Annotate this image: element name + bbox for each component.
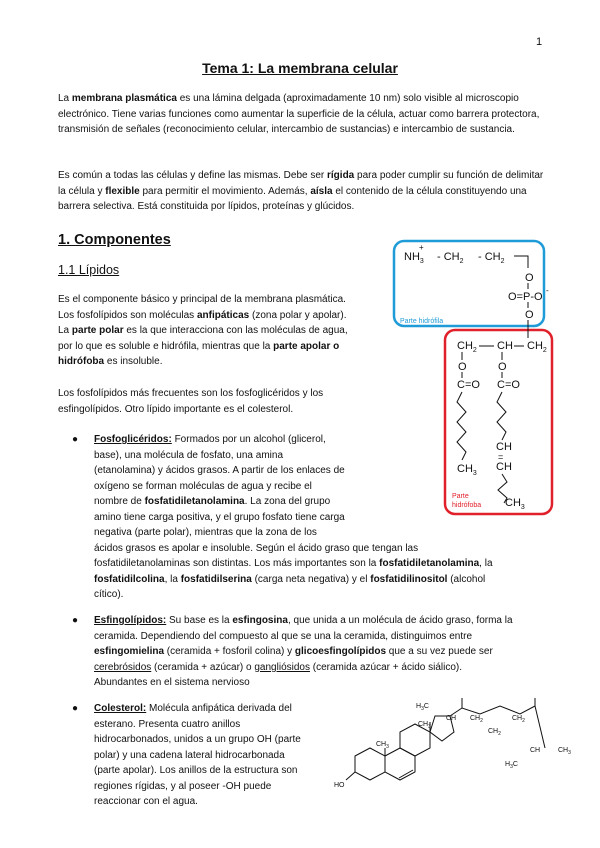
bullet-line: polar) y una cadena lateral hidrocarbonada: [94, 749, 285, 761]
page-title: Tema 1: La membrana celular: [202, 60, 398, 76]
methyl-group: $CH_3$: [505, 497, 525, 511]
carbonyl-group: C=O: [457, 379, 480, 391]
alkene-carbon: CH: [496, 441, 512, 453]
bullet-line: fosfatidilcolina, la fosfatidilserina (carga neta negativa) y el fosfatidilinositol (alcohol: [94, 573, 486, 585]
oxygen-atom: O: [525, 272, 534, 284]
bullet-line: regiones rígidas, y al poseer -OH puede: [94, 780, 272, 792]
bond-line: [535, 706, 545, 748]
intro-paragraph-1: La membrana plasmática es una lámina delgada (aproximadamente 10 nm) solo visible al microscopio electrónico. Tiene varias funciones como aumentar la superficie de la célula, actuar como barrera protectora, transmisión de señales (reconocimiento celular, intercambio de sustancias) e intercambio de sustancia.: [58, 93, 540, 135]
hydroxyl-label: HO: [334, 782, 345, 789]
subsection-heading-lipidos: 1.1 Lípidos: [58, 263, 120, 277]
bullet-line: ceramida. Dependiendo del compuesto al que se una la ceramida, distinguimos entre: [94, 630, 473, 642]
bullet-line: amino tiene carga positiva, y el grupo fosfato tiene carga: [94, 511, 345, 523]
methylene-group: - $CH_2$: [478, 251, 505, 265]
oxygen-atom: O: [458, 361, 467, 373]
side-chain: [450, 706, 535, 716]
methylene-label: $CH_2$: [512, 715, 525, 724]
intro-paragraph-2: Es común a todas las células y define las mismas. Debe ser rígida para poder cumplir su función de delimitar la célula y flexible para permitir el movimiento. Además, aísla el contenido de la célula constituyendo una barrera selectiva. Está constituida por lípidos, proteínas y glúcidos.: [58, 170, 544, 212]
methylene-label: $CH_2$: [488, 728, 501, 737]
methyl-label: $CH_3$: [558, 747, 571, 756]
lipids-paragraph-2: Los fosfolípidos más frecuentes son los fosfoglicéridos y los esfingolípidos. Otro lípido importante es el colesterol.: [58, 388, 324, 415]
glycerol-carbon: $CH_2$: [527, 340, 547, 354]
bullet-line: hidrocarbonados, unidos a un grupo OH (parte: [94, 734, 301, 745]
oxygen-atom: O: [498, 361, 507, 373]
phosphate-group: O=P-O: [508, 291, 543, 303]
methyl-label: $CH_3$: [418, 721, 431, 730]
bullet-line: esfingomielina (ceramida + fosforil colina) y glicoesfingolípidos que a su vez puede ser: [94, 646, 493, 657]
ring-b: [385, 748, 415, 780]
polar-region-label: Parte hidrófila: [400, 318, 444, 325]
bullet-dot: ●: [72, 615, 79, 626]
bullet-line: (parte apolar). Los anillos de la estructura son: [94, 765, 298, 776]
bullet-line: reaccionar con el agua.: [94, 796, 198, 807]
term-colesterol: Colesterol:: [94, 703, 147, 714]
amine-group: $NH_3$: [404, 251, 424, 265]
bullet-line: fosfatidiletanolaminas son distintas. Los más importantes son la fosfatidiletanolamina, la: [94, 558, 493, 569]
carbonyl-group: C=O: [497, 379, 520, 391]
methyl-label: $H_3C$: [505, 761, 518, 770]
double-bond: =: [498, 452, 504, 462]
bullet-dot: ●: [72, 434, 79, 445]
bullet-dot: ●: [72, 703, 79, 714]
glycerol-carbon: $CH_2$: [457, 340, 477, 354]
bond-line: [346, 772, 355, 780]
apolar-region-label: Parte: [452, 493, 469, 500]
bullet-line: Colesterol: Molécula anfipática derivada del: [94, 703, 292, 714]
glycerol-carbon: CH: [497, 340, 513, 352]
apolar-region-label: hidrófoba: [452, 502, 482, 509]
alkene-carbon: CH: [496, 461, 512, 473]
methyl-group: $CH_3$: [457, 463, 477, 477]
section-heading-componentes: 1. Componentes: [58, 232, 171, 248]
bullet-line: base), una molécula de fosfato, una amina: [94, 449, 284, 461]
ring-c: [400, 724, 430, 756]
bullet-line: negativa (parte polar), mientras que la zona de los: [94, 527, 317, 538]
methylene-label: $CH_2$: [470, 715, 483, 724]
methine-label: CH: [530, 747, 541, 754]
bullet-line: esterano. Presenta cuatro anillos: [94, 718, 241, 730]
ring-a: [355, 748, 385, 780]
bullet-line: Abundantes en el sistema nervioso: [94, 677, 250, 688]
negative-charge: -: [546, 286, 549, 295]
bullet-line: cerebrósidos (ceramida + azúcar) o gangliósidos (ceramida azúcar + ácido siálico).: [94, 661, 462, 673]
cholesterol-atom-labels: [334, 703, 571, 789]
oxygen-atom: O: [525, 309, 534, 321]
methyl-label: $H_3C$: [416, 703, 429, 712]
bullet-line: Esfingolípidos: Su base es la esfingosina, que unida a un molécula de ácido graso, forma la: [94, 615, 513, 626]
bullet-line: oxígeno se forman moléculas de agua y recibe el: [94, 480, 312, 492]
term-esfingolipidos: Esfingolípidos:: [94, 615, 167, 626]
methylene-group: - $CH_2$: [437, 251, 464, 265]
bullet-line: cítico).: [94, 589, 124, 600]
methyl-label: $CH_3$: [376, 741, 389, 750]
page-number: 1: [536, 36, 543, 48]
bullet-line: nombre de fosfatidiletanolamina. La zona del grupo: [94, 496, 331, 507]
positive-charge: +: [419, 243, 424, 252]
lipids-paragraph-1: Es el componente básico y principal de la membrana plasmática. Los fosfolípidos son moléculas anfipáticas (zona polar y apolar). La parte polar es la que interacciona con las moléculas de agua, por lo que es soluble e hidrófila, mientras que la parte apolar o hidrófoba es insoluble.: [58, 294, 348, 367]
bullet-line: Fosfoglicéridos: Formados por un alcohol (glicerol,: [94, 434, 326, 445]
term-fosfogliceridos: Fosfoglicéridos:: [94, 434, 172, 445]
bullet-line: ácidos grasos es apolar e insoluble. Según el ácido graso que tengan las: [94, 542, 419, 554]
bullet-line: (etanolamina) y ácidos grasos. A partir de los enlaces de: [94, 465, 345, 476]
methine-label: CH: [446, 715, 457, 722]
